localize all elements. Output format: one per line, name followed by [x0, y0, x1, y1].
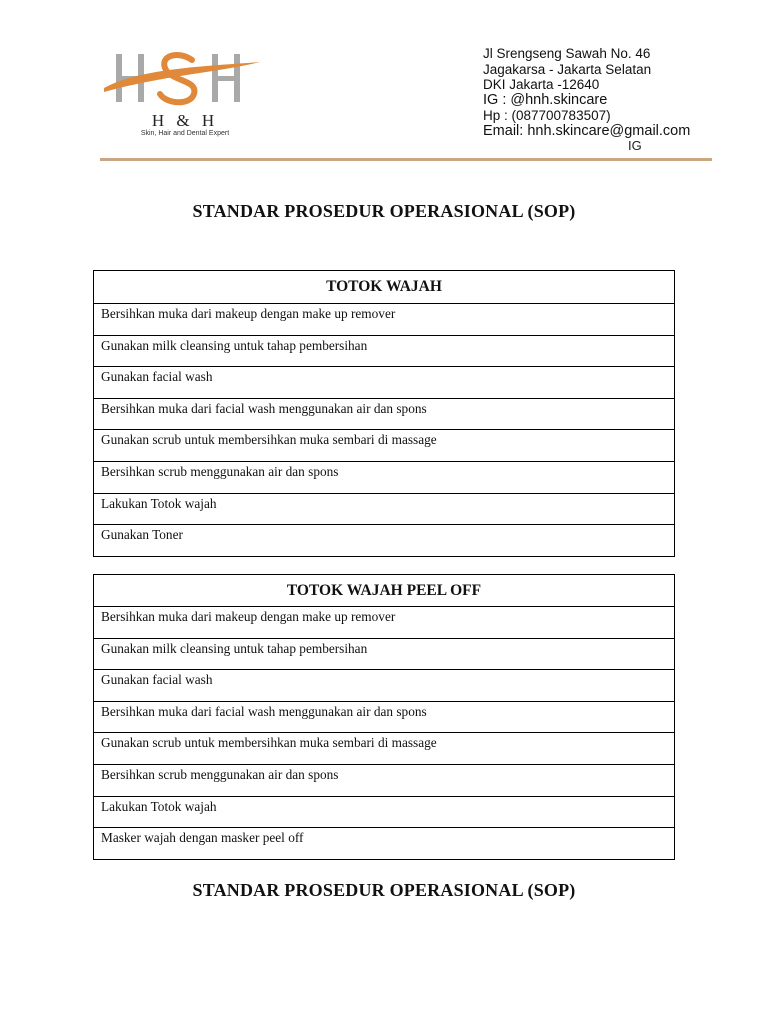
table-heading: TOTOK WAJAH PEEL OFF [94, 575, 675, 607]
table-row: Masker wajah dengan masker peel off [94, 828, 675, 860]
table-row: Gunakan milk cleansing untuk tahap pembersihan [94, 335, 675, 367]
table-row: Bersihkan muka dari facial wash menggunakan air dan spons [94, 398, 675, 430]
document-title: STANDAR PROSEDUR OPERASIONAL (SOP) [192, 201, 576, 221]
phone-number: Hp : (087700783507) [483, 108, 611, 123]
logo-tagline: Skin, Hair and Dental Expert [140, 130, 230, 137]
table-row: Bersihkan muka dari facial wash menggunakan air dan spons [94, 701, 675, 733]
header-divider [100, 158, 712, 161]
table-row: Bersihkan muka dari makeup dengan make up remover [94, 304, 675, 336]
company-logo [100, 46, 270, 146]
table-row: Gunakan milk cleansing untuk tahap pembersihan [94, 638, 675, 670]
sop-table-totok-wajah-peel-off [93, 574, 675, 860]
email-address: Email: hnh.skincare@gmail.com [483, 122, 691, 139]
table-row: Bersihkan scrub menggunakan air dan spons [94, 764, 675, 796]
address-line-3: DKI Jakarta -12640 [483, 77, 600, 92]
document-title-repeat: STANDAR PROSEDUR OPERASIONAL (SOP) [192, 880, 576, 900]
table-row: Gunakan scrub untuk membersihkan muka sembari di massage [94, 733, 675, 765]
table-row: Gunakan scrub untuk membersihkan muka sembari di massage [94, 430, 675, 462]
cut-off-label: IG [628, 138, 642, 153]
table-row: Gunakan facial wash [94, 367, 675, 399]
table-row: Gunakan facial wash [94, 670, 675, 702]
logo-name: H & H [151, 111, 219, 130]
table-row: Bersihkan scrub menggunakan air dan spons [94, 461, 675, 493]
sop-table-totok-wajah [93, 270, 675, 557]
table-row: Gunakan Toner [94, 525, 675, 557]
instagram-handle: IG : @hnh.skincare [483, 91, 608, 108]
address-line-2: Jagakarsa - Jakarta Selatan [483, 61, 652, 77]
table-row: Bersihkan muka dari makeup dengan make up remover [94, 607, 675, 639]
contact-block [483, 46, 753, 139]
cut-off-text [628, 138, 658, 153]
table-row: Lakukan Totok wajah [94, 493, 675, 525]
table-heading: TOTOK WAJAH [94, 271, 675, 304]
table-row: Lakukan Totok wajah [94, 796, 675, 828]
address-line-1: Jl Srengseng Sawah No. 46 [483, 46, 651, 61]
hsh-monogram-icon [100, 46, 270, 108]
